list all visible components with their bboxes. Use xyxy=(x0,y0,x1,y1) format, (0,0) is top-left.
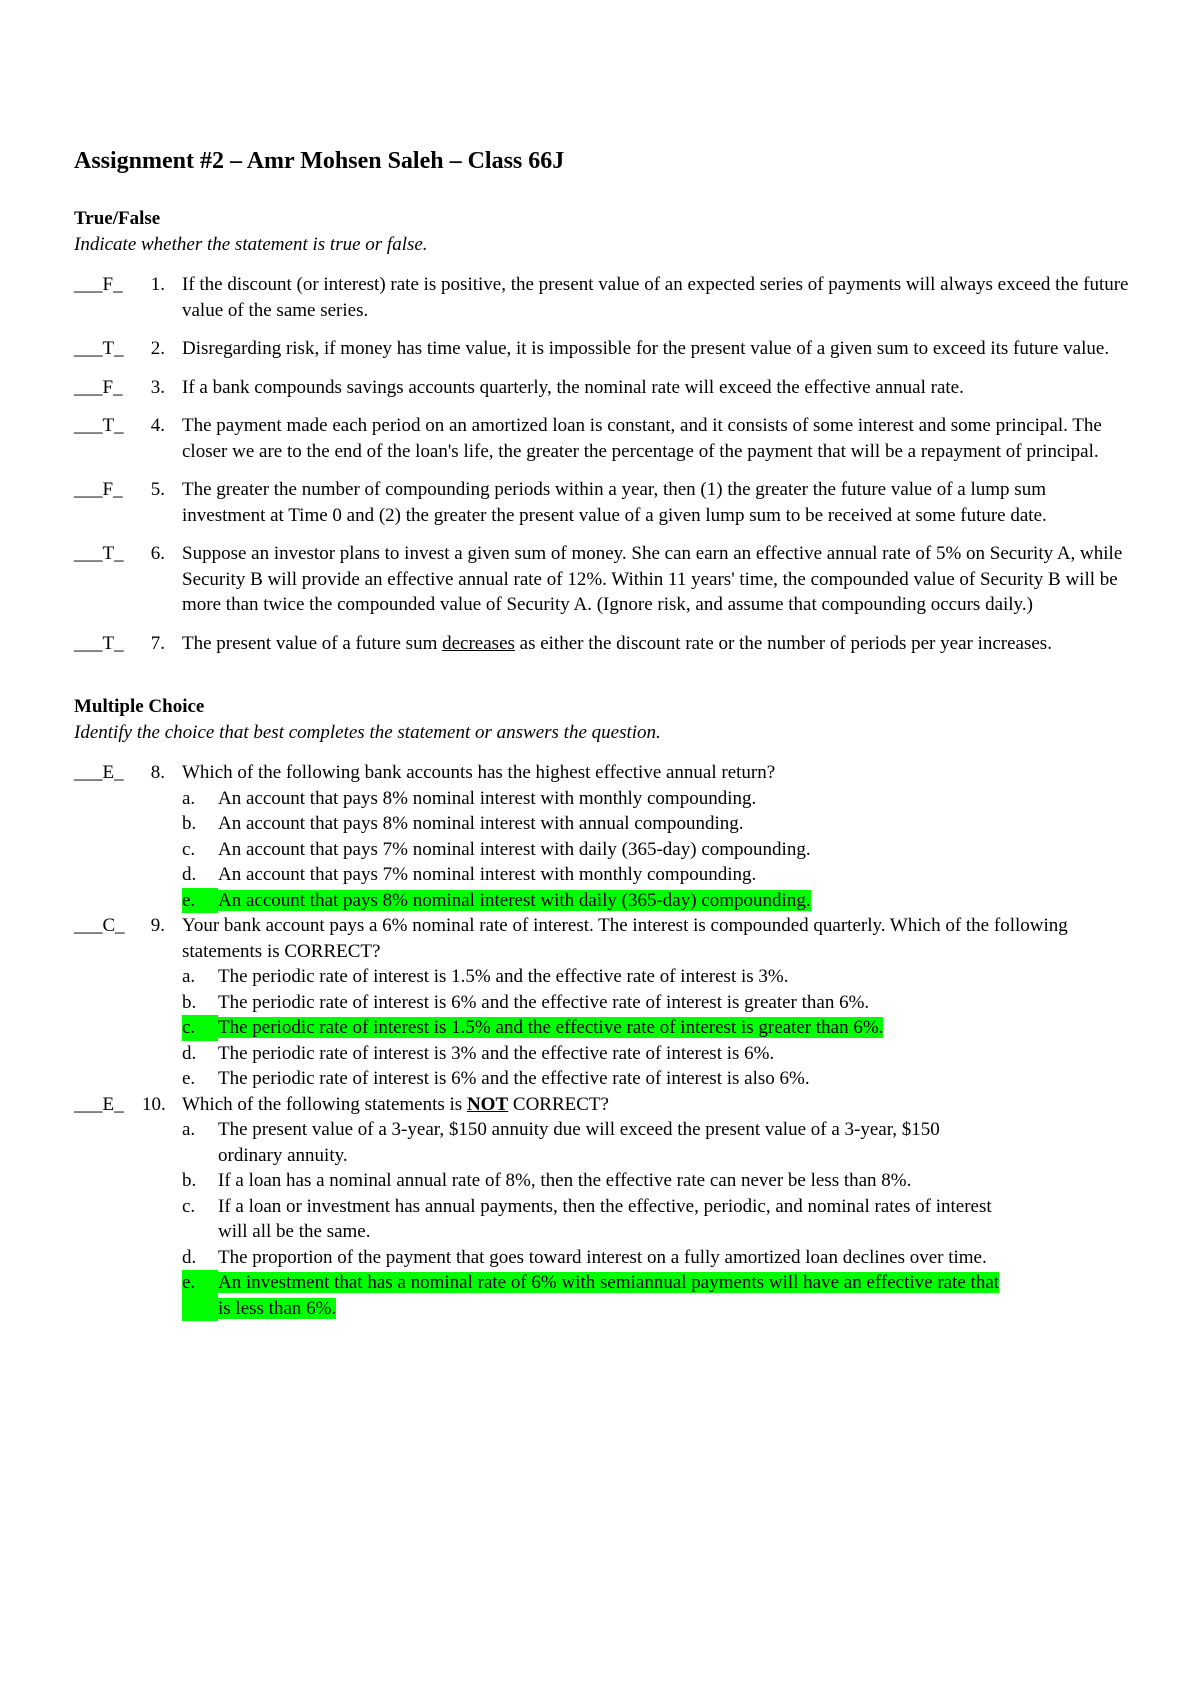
mc-question-8 xyxy=(74,760,1134,786)
question-text: Disregarding risk, if money has time value, it is impossible for the present value of a given sum to exceed its future value. xyxy=(182,338,1110,359)
underlined-word: decreases xyxy=(442,632,515,654)
choice-text: An account that pays 8% nominal interest with annual compounding. xyxy=(218,813,744,834)
question-number: 10. xyxy=(142,1093,166,1115)
choice-text: The proportion of the payment that goes toward interest on a fully amortized loan declines over time. xyxy=(218,1246,987,1268)
question-text-part: The present value of a future sum xyxy=(182,632,443,654)
choice-letter: c. xyxy=(182,838,196,860)
choice-list xyxy=(182,1117,1134,1321)
answer-blank: ___C_ xyxy=(74,915,125,936)
choice-list xyxy=(182,786,1134,914)
choice-text xyxy=(218,1015,1134,1041)
highlighted-answer: The periodic rate of interest is 1.5% and the effective rate of interest is greater than 6%. xyxy=(218,1017,884,1038)
answer-blank: ___T_ xyxy=(74,632,124,654)
choice-text: An account that pays 8% nominal interest with monthly compounding. xyxy=(218,787,757,809)
question-number: 4. xyxy=(150,415,165,436)
choice-item xyxy=(182,1066,1134,1092)
choice-item xyxy=(182,964,1134,990)
choice-letter: b. xyxy=(182,1170,197,1191)
choice-text: The periodic rate of interest is 3% and the effective rate of interest is 6%. xyxy=(218,1042,775,1064)
question-number: 8. xyxy=(150,762,165,783)
choice-text: The present value of a 3-year, $150 annuity due will exceed the present value of a 3-year, $150 ordinary annuity. xyxy=(218,1119,940,1166)
choice-item-highlighted xyxy=(182,888,1134,914)
question-text xyxy=(182,1092,1134,1118)
choice-letter: a. xyxy=(182,1119,196,1140)
choice-letter: e. xyxy=(182,1068,196,1089)
tf-question-3 xyxy=(74,375,1134,401)
tf-question-5 xyxy=(74,477,1134,528)
question-text: If the discount (or interest) rate is positive, the present value of an expected series of payments will always exceed the future value of the same series. xyxy=(182,274,1129,321)
question-number: 1. xyxy=(150,274,165,295)
question-number: 2. xyxy=(150,338,165,359)
choice-text: The periodic rate of interest is 6% and the effective rate of interest is also 6%. xyxy=(218,1068,810,1089)
choice-letter: b. xyxy=(182,813,197,834)
choice-text: If a loan or investment has annual payments, then the effective, periodic, and nominal rates of interest will all be the same. xyxy=(218,1195,992,1242)
true-false-section xyxy=(74,206,1134,656)
answer-blank: ___T_ xyxy=(74,415,124,436)
choice-item xyxy=(182,837,1134,863)
choice-item xyxy=(182,786,1134,812)
question-number: 6. xyxy=(150,543,165,564)
choice-letter: a. xyxy=(182,787,196,809)
choice-item xyxy=(182,1194,1134,1245)
mc-question-9 xyxy=(74,913,1134,964)
choice-item xyxy=(182,1117,1134,1168)
choice-letter: d. xyxy=(182,1246,197,1268)
question-text: If a bank compounds savings accounts quarterly, the nominal rate will exceed the effective annual rate. xyxy=(182,376,964,398)
choice-letter: b. xyxy=(182,991,197,1013)
question-number: 3. xyxy=(150,376,165,398)
choice-item xyxy=(182,1245,1134,1271)
choice-item xyxy=(182,1168,1134,1194)
question-text: Suppose an investor plans to invest a given sum of money. She can earn an effective annual rate of 5% on Security A, while Security B will provide an effective annual rate of 12%. Within 11 years' time, the compounded value of Security B will be more than twice the compounded value of Security A. (Ignore risk, and assume that compounding occurs daily.) xyxy=(182,543,1123,615)
answer-blank: ___T_ xyxy=(74,543,124,564)
choice-letter: c. xyxy=(182,1015,218,1041)
answer-blank: ___E_ xyxy=(74,762,124,783)
question-text: Your bank account pays a 6% nominal rate of interest. The interest is compounded quarterly. Which of the following statements is CORRECT? xyxy=(182,915,1068,962)
answer-blank: ___F_ xyxy=(74,376,123,398)
answer-blank: ___T_ xyxy=(74,338,124,359)
question-number: 5. xyxy=(150,479,165,500)
tf-question-1 xyxy=(74,272,1134,323)
choice-letter: e. xyxy=(182,1270,218,1321)
question-number: 9. xyxy=(150,915,165,936)
question-text-part: as either the discount rate or the number of periods per year increases. xyxy=(514,632,1052,654)
choice-item xyxy=(182,862,1134,888)
highlighted-answer: An account that pays 8% nominal interest with daily (365-day) compounding. xyxy=(218,889,811,911)
choice-item-highlighted xyxy=(182,1015,1134,1041)
choice-item xyxy=(182,990,1134,1016)
multiple-choice-section xyxy=(74,694,1134,1321)
choice-item xyxy=(182,811,1134,837)
answer-blank: ___E_ xyxy=(74,1093,124,1115)
choice-letter: a. xyxy=(182,966,196,987)
tf-question-2 xyxy=(74,336,1134,362)
choice-text: If a loan has a nominal annual rate of 8%, then the effective rate can never be less than 8%. xyxy=(218,1170,912,1191)
question-text-part: Which of the following statements is xyxy=(182,1093,467,1115)
question-number: 7. xyxy=(150,632,165,654)
choice-item xyxy=(182,1041,1134,1067)
section-heading: Multiple Choice xyxy=(74,696,205,717)
answer-blank: ___F_ xyxy=(74,479,123,500)
highlighted-answer: An investment that has a nominal rate of 6% with semiannual payments will have an effective rate that is less than 6%. xyxy=(218,1272,1000,1319)
choice-letter: e. xyxy=(182,888,218,914)
choice-item-highlighted xyxy=(182,1270,1134,1321)
page-title: Assignment #2 – Amr Mohsen Saleh – Class 66J xyxy=(74,148,565,174)
emphasized-word: NOT xyxy=(466,1093,509,1115)
question-text xyxy=(182,631,1134,657)
mc-question-10 xyxy=(74,1092,1134,1118)
tf-question-4 xyxy=(74,413,1134,464)
choice-letter: d. xyxy=(182,1042,197,1064)
document xyxy=(74,146,1134,1321)
section-instruction: Indicate whether the statement is true or false. xyxy=(74,234,428,255)
choice-text: An account that pays 7% nominal interest with daily (365-day) compounding. xyxy=(218,838,811,860)
question-text: The greater the number of compounding periods within a year, then (1) the greater the future value of a lump sum investment at Time 0 and (2) the greater the present value of a given lump sum to be received at some future date. xyxy=(182,479,1047,526)
choice-text: The periodic rate of interest is 1.5% and the effective rate of interest is 3%. xyxy=(218,966,789,987)
tf-question-6 xyxy=(74,541,1134,618)
choice-text xyxy=(218,888,1134,914)
tf-question-7 xyxy=(74,631,1134,657)
choice-text: The periodic rate of interest is 6% and the effective rate of interest is greater than 6%. xyxy=(218,991,870,1013)
question-text: Which of the following bank accounts has the highest effective annual return? xyxy=(182,762,776,783)
choice-list xyxy=(182,964,1134,1092)
section-heading: True/False xyxy=(74,208,161,229)
question-text: The payment made each period on an amortized loan is constant, and it consists of some interest and some principal. The closer we are to the end of the loan's life, the greater the percentage of the payment that will be a repayment of principal. xyxy=(182,415,1102,462)
choice-text: An account that pays 7% nominal interest with monthly compounding. xyxy=(218,864,757,885)
question-text-part: CORRECT? xyxy=(508,1093,609,1115)
section-instruction: Identify the choice that best completes the statement or answers the question. xyxy=(74,722,661,743)
choice-letter: c. xyxy=(182,1195,196,1217)
choice-letter: d. xyxy=(182,864,197,885)
answer-blank: ___F_ xyxy=(74,274,123,295)
choice-text xyxy=(218,1270,1008,1321)
